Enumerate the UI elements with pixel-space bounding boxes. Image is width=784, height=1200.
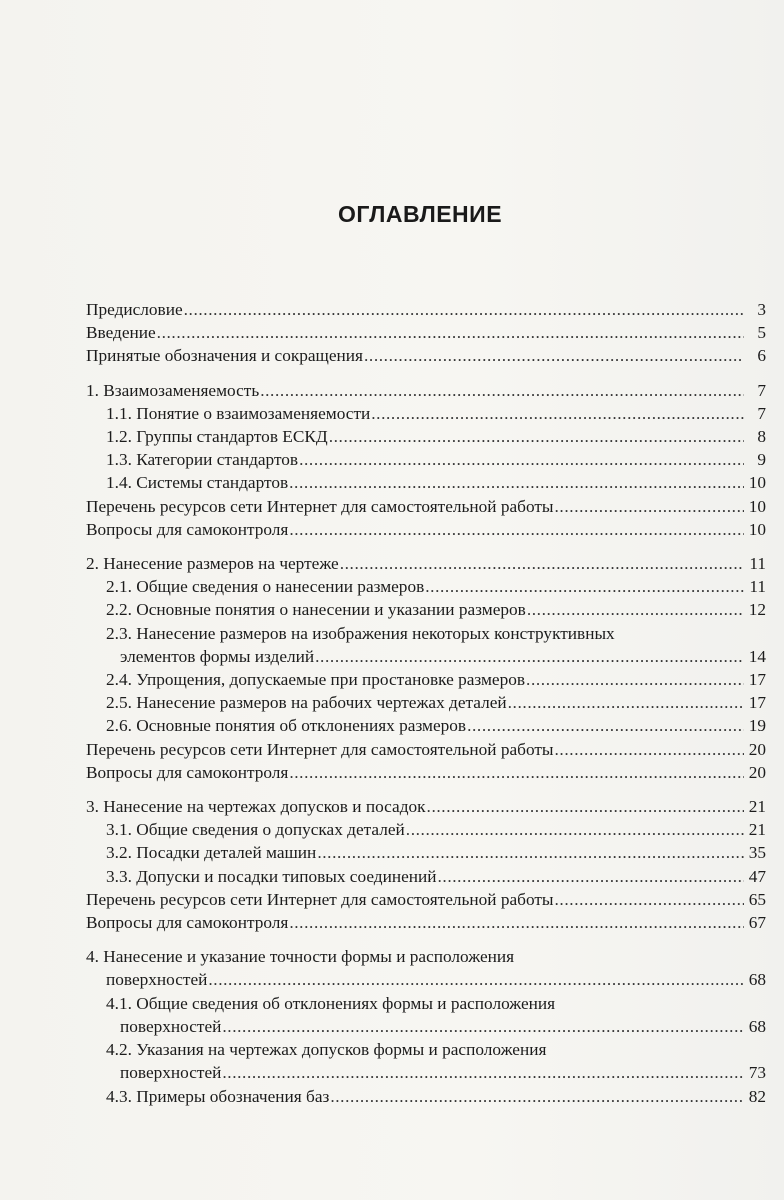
dot-leader (555, 495, 744, 518)
toc-page-number: 68 (748, 970, 766, 990)
toc-section (86, 379, 766, 541)
toc-page-number: 7 (757, 380, 766, 400)
toc-entry-title: 2. Нанесение размеров на чертеже (86, 554, 339, 574)
page-title: ОГЛАВЛЕНИЕ (337, 201, 503, 227)
toc-page-number: 5 (757, 323, 766, 343)
toc-entry-title: 3.1. Общие сведения о допусках деталей (106, 820, 405, 840)
dot-leader (406, 818, 744, 841)
toc-entry[interactable] (86, 1015, 766, 1038)
dot-leader (427, 795, 744, 818)
toc-entry[interactable] (86, 645, 766, 668)
toc-entry[interactable] (86, 298, 766, 321)
toc-entry-title: Перечень ресурсов сети Интернет для самостоятельной работы (86, 739, 554, 759)
toc-entry-title: 3.3. Допуски и посадки типовых соединений (106, 866, 437, 886)
toc-page-number: 21 (748, 820, 766, 840)
toc-entry-title: Вопросы для самоконтроля (86, 519, 289, 539)
dot-leader (526, 668, 744, 691)
toc-section (86, 945, 766, 1107)
toc-entry[interactable] (86, 911, 766, 934)
toc-page-number: 14 (748, 646, 766, 666)
toc-entry[interactable] (86, 714, 766, 737)
toc-entry[interactable] (86, 495, 766, 518)
toc-page-number: 20 (748, 762, 766, 782)
toc-entry[interactable] (86, 761, 766, 784)
toc-entry-title: 2.3. Нанесение размеров на изображения некоторых конструктивных (106, 623, 615, 643)
dot-leader (364, 344, 744, 367)
toc-page-number: 10 (748, 473, 766, 493)
toc-page-number: 8 (757, 427, 766, 447)
toc-entry-title: 1.1. Понятие о взаимозаменяемости (106, 403, 371, 423)
toc-entry-title: 2.1. Общие сведения о нанесении размеров (106, 577, 425, 597)
dot-leader (299, 448, 744, 471)
toc-page-number: 9 (757, 450, 766, 470)
toc-entry-title: 3. Нанесение на чертежах допусков и посадок (86, 797, 426, 817)
toc-entry[interactable] (86, 344, 766, 367)
toc-entry[interactable] (86, 888, 766, 911)
toc-entry[interactable] (86, 738, 766, 761)
toc-entry-title: элементов формы изделий (120, 646, 315, 666)
dot-leader (425, 575, 744, 598)
toc-entry[interactable] (86, 795, 766, 818)
dot-leader (555, 888, 744, 911)
toc-entry-title: 2.5. Нанесение размеров на рабочих чертежах деталей (106, 693, 507, 713)
toc-entry-title: 1.4. Системы стандартов (106, 473, 289, 493)
toc-entry[interactable] (86, 668, 766, 691)
toc-entry-title: поверхностей (120, 1063, 222, 1083)
toc-entry-title: Вопросы для самоконтроля (86, 762, 289, 782)
toc-page-number: 82 (748, 1086, 766, 1106)
dot-leader (184, 298, 744, 321)
dot-leader (508, 691, 744, 714)
toc-entry-title: 4.3. Примеры обозначения баз (106, 1086, 330, 1106)
dot-leader (527, 598, 744, 621)
toc-page-number: 3 (757, 300, 766, 319)
toc-entry-title: 2.4. Упрощения, допускаемые при простановке размеров (106, 670, 526, 690)
toc-entry-title: поверхностей (120, 1016, 222, 1036)
dot-leader (340, 552, 744, 575)
toc-page-number: 67 (748, 913, 766, 933)
dot-leader (222, 1061, 744, 1084)
toc-entry-title: 1. Взаимозаменяемость (86, 380, 260, 400)
toc-entry-title: Предисловие (86, 300, 183, 319)
toc-entry-title: Перечень ресурсов сети Интернет для самостоятельной работы (86, 889, 554, 909)
dot-leader (317, 841, 744, 864)
dot-leader (315, 645, 744, 668)
toc-entry[interactable] (86, 448, 766, 471)
toc-entry-title: Перечень ресурсов сети Интернет для самостоятельной работы (86, 496, 554, 516)
toc-entry[interactable] (86, 471, 766, 494)
dot-leader (260, 379, 744, 402)
toc-page-number: 10 (748, 496, 766, 516)
dot-leader (289, 761, 744, 784)
toc-entry[interactable] (86, 402, 766, 425)
toc-entry[interactable] (86, 379, 766, 402)
dot-leader (289, 471, 744, 494)
toc-section (86, 552, 766, 784)
toc-page-number: 17 (748, 693, 766, 713)
toc-entry-title: 4.1. Общие сведения об отклонениях формы и расположения (106, 993, 556, 1013)
toc-page-number: 73 (748, 1063, 766, 1083)
toc-entry[interactable] (86, 552, 766, 575)
dot-leader (330, 1085, 744, 1108)
toc-entry[interactable] (86, 321, 766, 344)
table-of-contents (86, 298, 766, 1108)
toc-page-number: 35 (748, 843, 766, 863)
toc-entry-title: 4.2. Указания на чертежах допусков формы и расположения (106, 1040, 547, 1060)
toc-section (86, 795, 766, 934)
toc-entry[interactable] (86, 598, 766, 621)
toc-entry[interactable] (86, 1085, 766, 1108)
toc-page-number: 19 (748, 716, 766, 736)
dot-leader (437, 865, 744, 888)
toc-entry[interactable] (86, 1061, 766, 1084)
dot-leader (208, 968, 744, 991)
toc-entry[interactable] (86, 691, 766, 714)
toc-page-number: 7 (757, 403, 766, 423)
toc-page-number: 12 (748, 600, 766, 620)
toc-entry[interactable] (86, 575, 766, 598)
toc-page-number: 11 (749, 577, 766, 597)
dot-leader (329, 425, 744, 448)
dot-leader (157, 321, 744, 344)
toc-page-number: 6 (757, 346, 766, 366)
toc-entry-title: 1.3. Категории стандартов (106, 450, 299, 470)
toc-page-number: 17 (748, 670, 766, 690)
toc-entry-title: Принятые обозначения и сокращения (86, 346, 363, 366)
toc-entry[interactable] (86, 425, 766, 448)
toc-entry[interactable] (86, 968, 766, 991)
toc-entry-title: поверхностей (106, 970, 208, 990)
toc-entry[interactable] (86, 865, 766, 888)
dot-leader (222, 1015, 744, 1038)
toc-entry-title: 4. Нанесение и указание точности формы и расположения (86, 947, 515, 967)
toc-entry[interactable] (86, 818, 766, 841)
toc-entry-title: 2.2. Основные понятия о нанесении и указании размеров (106, 600, 526, 620)
toc-entry[interactable] (86, 841, 766, 864)
toc-page-number: 20 (748, 739, 766, 759)
toc-entry-title: 3.2. Посадки деталей машин (106, 843, 317, 863)
dot-leader (371, 402, 744, 425)
toc-page-number: 21 (748, 797, 766, 817)
toc-entry-title: Вопросы для самоконтроля (86, 913, 289, 933)
dot-leader (467, 714, 744, 737)
toc-page-number: 47 (748, 866, 766, 886)
toc-entry-title: 2.6. Основные понятия об отклонениях размеров (106, 716, 467, 736)
toc-entry-title: 1.2. Группы стандартов ЕСКД (106, 427, 328, 447)
dot-leader (555, 738, 744, 761)
toc-page-number: 65 (748, 889, 766, 909)
toc-page-number: 10 (748, 519, 766, 539)
toc-page-number: 11 (749, 554, 766, 574)
toc-entry-title: Введение (86, 323, 156, 343)
dot-leader (289, 911, 744, 934)
toc-entry[interactable] (86, 518, 766, 541)
dot-leader (289, 518, 744, 541)
toc-section (86, 298, 766, 368)
toc-page-number: 68 (748, 1016, 766, 1036)
